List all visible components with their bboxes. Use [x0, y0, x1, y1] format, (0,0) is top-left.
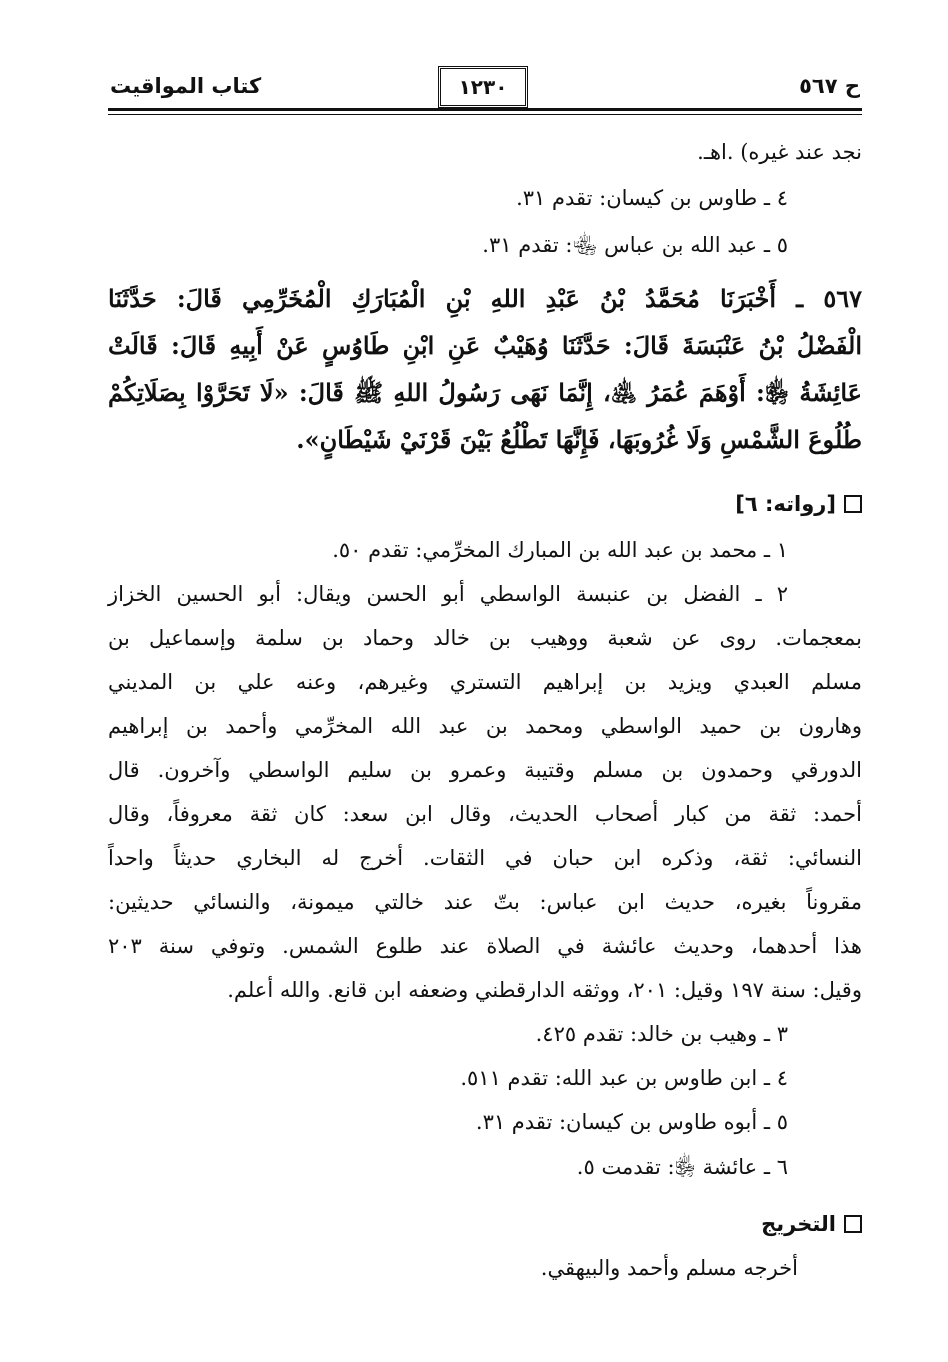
square-bullet-icon	[844, 495, 862, 513]
narrator-line: ٥ ـ أبوه طاوس بن كيسان: تقدم ٣١.	[475, 1110, 788, 1134]
book-title: كتاب المواقيت	[110, 74, 262, 98]
hadith-line: طُلُوعَ الشَّمْسِ وَلَا غُرُوبَهَا، فَإِنَّهَا تَطْلُعُ بَيْنَ قَرْنَيْ شَيْطَانٍ».	[296, 425, 862, 454]
takhrij-heading	[761, 1212, 862, 1236]
header-rule-thin	[108, 114, 862, 115]
note-line: ٥ ـ عبد الله بن عباس ﵄: تقدم ٣١.	[482, 233, 788, 257]
narrator-line: مقروناً بغيره، حديث ابن عباس: بتّ عند خالتي ميمونة، والنسائي حديثين:	[108, 890, 862, 914]
header-rule-thick	[108, 108, 862, 111]
narrator-line: النسائي: ثقة، وذكره ابن حبان في الثقات. أخرج له البخاري حديثاً واحداً	[108, 846, 862, 870]
hadith-line: ٥٦٧ ـ أَخْبَرَنَا مُحَمَّدُ بْنُ عَبْدِ اللهِ بْنِ الْمُبَارَكِ الْمُخَرِّمِي قَالَ: حَدَّثَنَا	[108, 284, 862, 313]
note-line: ٤ ـ طاوس بن كيسان: تقدم ٣١.	[516, 186, 788, 210]
takhrij-heading-text: التخريج	[761, 1212, 836, 1236]
hadith-line: الْفَضْلُ بْنُ عَنْبَسَةَ قَالَ: حَدَّثَنَا وُهَيْبٌ عَنِ ابْنِ طَاوُسٍ عَنْ أَبِيهِ قَالَ: قَالَتْ	[108, 331, 862, 360]
page-number: ١٢٣٠	[458, 75, 508, 99]
narrator-line: مسلم العبدي ويزيد بن إبراهيم التستري وغيرهم، وعنه علي بن المديني	[108, 670, 862, 694]
square-bullet-icon	[844, 1215, 862, 1233]
note-line: نجد عند غيره) .اهـ.	[697, 140, 862, 164]
narrators-heading-text: [رواته: ٦]	[735, 492, 836, 516]
narrators-heading	[735, 492, 862, 516]
narrator-line: هذا أحدهما، وحديث عائشة في الصلاة عند طلوع الشمس. وتوفي سنة ٢٠٣	[108, 934, 862, 958]
hadith-reference: ح ٥٦٧	[799, 74, 860, 98]
narrator-line: ١ ـ محمد بن عبد الله بن المبارك المخرِّمي: تقدم ٥٠.	[332, 538, 788, 562]
narrator-line: بمعجمات. روى عن شعبة ووهيب بن خالد وحماد بن سلمة وإسماعيل بن	[108, 626, 862, 650]
takhrij-text: أخرجه مسلم وأحمد والبيهقي.	[540, 1256, 798, 1280]
hadith-line: عَائِشَةُ ﵂: أَوْهَمَ عُمَرُ ﵁، إِنَّمَا نَهَى رَسُولُ اللهِ ﷺ قَالَ: «لَا تَحَرَّوْا بِصَلَاتِكُمْ	[108, 378, 862, 407]
narrator-line: ٣ ـ وهيب بن خالد: تقدم ٤٢٥.	[535, 1022, 788, 1046]
narrator-line: أحمد: ثقة من كبار أصحاب الحديث، وقال ابن سعد: كان ثقة معروفاً، وقال	[108, 802, 862, 826]
page-number-box	[438, 66, 528, 108]
narrator-line: وقيل: سنة ١٩٧ وقيل: ٢٠١، ووثقه الدارقطني وضعفه ابن قانع. والله أعلم.	[227, 978, 862, 1002]
narrator-line: ٤ ـ ابن طاوس بن عبد الله: تقدم ٥١١.	[460, 1066, 788, 1090]
narrator-line: ٦ ـ عائشة ﵂: تقدمت ٥.	[576, 1155, 788, 1179]
narrator-line: الدورقي وحمدون بن مسلم وقتيبة وعمرو بن سليم الواسطي وآخرون. قال	[108, 758, 862, 782]
narrator-line: ٢ ـ الفضل بن عنبسة الواسطي أبو الحسن ويقال: أبو الحسين الخزاز	[108, 582, 788, 606]
narrator-line: وهارون بن حميد الواسطي ومحمد بن عبد الله المخرِّمي وأحمد بن إبراهيم	[108, 714, 862, 738]
